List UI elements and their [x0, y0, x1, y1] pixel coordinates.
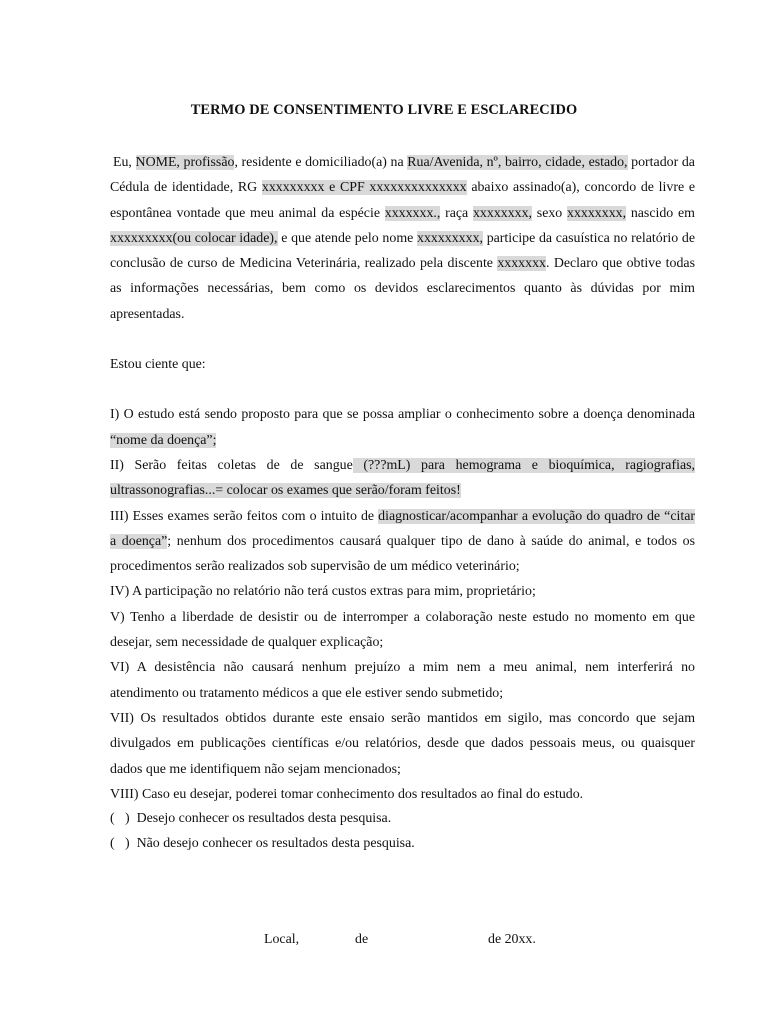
signature-line — [0, 932, 768, 956]
local-label: Local, — [264, 932, 300, 947]
placeholder-breed: xxxxxxxx, — [472, 205, 533, 221]
item-text: I) O estudo está sendo proposto para que se possa ampliar o conhecimento sobre a doença denominada — [110, 407, 695, 423]
placeholder-name: NOME, profissão — [135, 155, 235, 170]
date-year-label: de 20xx. — [488, 932, 536, 947]
item-6: VI) A desistência não causará nenhum prejuízo a mim nem a meu animal, nem interferirá no atendimento ou tratamento médicos a que ele estiver sendo submetido; — [110, 660, 695, 701]
date-de-label: de — [355, 932, 369, 947]
placeholder-exams: (???mL) para hemograma e bioquímica, ragiografias, ultrassonografias...= colocar os exames que serão/foram feitos! — [110, 457, 695, 499]
intro-text: nascido em — [626, 205, 695, 221]
item-5: V) Tenho a liberdade de desistir ou de interromper a colaboração neste estudo no momento em que desejar, sem necessidade de qualquer explicação; — [110, 609, 695, 651]
intro-text: Eu, — [113, 155, 136, 170]
placeholder-animal-name: xxxxxxxxx, — [417, 230, 483, 246]
intro-text: . Declaro que obtive todas as informações necessárias, bem como os devidos esclarecimentos quanto às dúvidas por mim apresentadas. — [110, 256, 695, 322]
intro-text: raça — [440, 205, 473, 221]
placeholder-birth: xxxxxxxxx(ou colocar idade), — [110, 230, 278, 246]
placeholder-rg-cpf: xxxxxxxxx e CPF xxxxxxxxxxxxxx — [261, 180, 467, 196]
intro-text: participe da casuística no relatório de conclusão de curso de Medicina Veterinária, realizado pela discente — [110, 230, 695, 272]
item-8: VIII) Caso eu desejar, poderei tomar conhecimento dos resultados ao final do estudo. — [110, 786, 584, 802]
intro-text: abaixo assinado(a), concordo de livre e espontânea vontade que meu animal da espécie — [110, 180, 695, 221]
placeholder-species: xxxxxxx., — [384, 205, 441, 221]
placeholder-sex: xxxxxxxx, — [567, 205, 627, 221]
item-2 — [110, 453, 695, 504]
intro-text: e que atende pelo nome — [277, 230, 417, 246]
intro-text: sexo — [532, 205, 568, 221]
intro-paragraph — [110, 150, 695, 327]
item-text: II) Serão feitas coletas de de sangue — [110, 457, 353, 473]
intro-text: portador da Cédula de identidade, RG — [110, 155, 695, 196]
item-3 — [110, 504, 695, 580]
checkbox-want-results[interactable]: ( ) Desejo conhecer os resultados desta pesquisa. — [110, 811, 392, 827]
placeholder-student: xxxxxxx — [497, 256, 546, 272]
item-4: IV) A participação no relatório não terá custos extras para mim, proprietário; — [110, 584, 536, 600]
spacer — [110, 377, 695, 402]
item-text: ; nenhum dos procedimentos causará qualquer tipo de dano à saúde do animal, e todos os procedimentos serão realizados sob supervisão de um médico veterinário; — [110, 533, 695, 575]
document-body — [110, 150, 695, 856]
item-1 — [110, 402, 695, 453]
item-text: III) Esses exames serão feitos com o intuito de — [110, 508, 379, 524]
spacer — [110, 327, 695, 352]
placeholder-purpose: diagnosticar/acompanhar a evolução do quadro de “citar a doença” — [110, 508, 695, 549]
item-7: VII) Os resultados obtidos durante este ensaio serão mantidos em sigilo, mas concordo que sejam divulgados em publicações científicas e/ou relatórios, desde que dados pessoais meus, ou quaisquer dados que me identifiquem não sejam mencionados; — [110, 710, 695, 777]
intro-text: , residente e domiciliado(a) na — [234, 155, 408, 170]
checkbox-not-want-results[interactable]: ( ) Não desejo conhecer os resultados desta pesquisa. — [110, 835, 415, 851]
placeholder-address: Rua/Avenida, nº, bairro, cidade, estado, — [407, 155, 628, 170]
document-title: TERMO DE CONSENTIMENTO LIVRE E ESCLARECIDO — [190, 102, 578, 118]
placeholder-disease: “nome da doença”; — [110, 432, 217, 448]
aware-heading: Estou ciente que: — [110, 357, 206, 373]
